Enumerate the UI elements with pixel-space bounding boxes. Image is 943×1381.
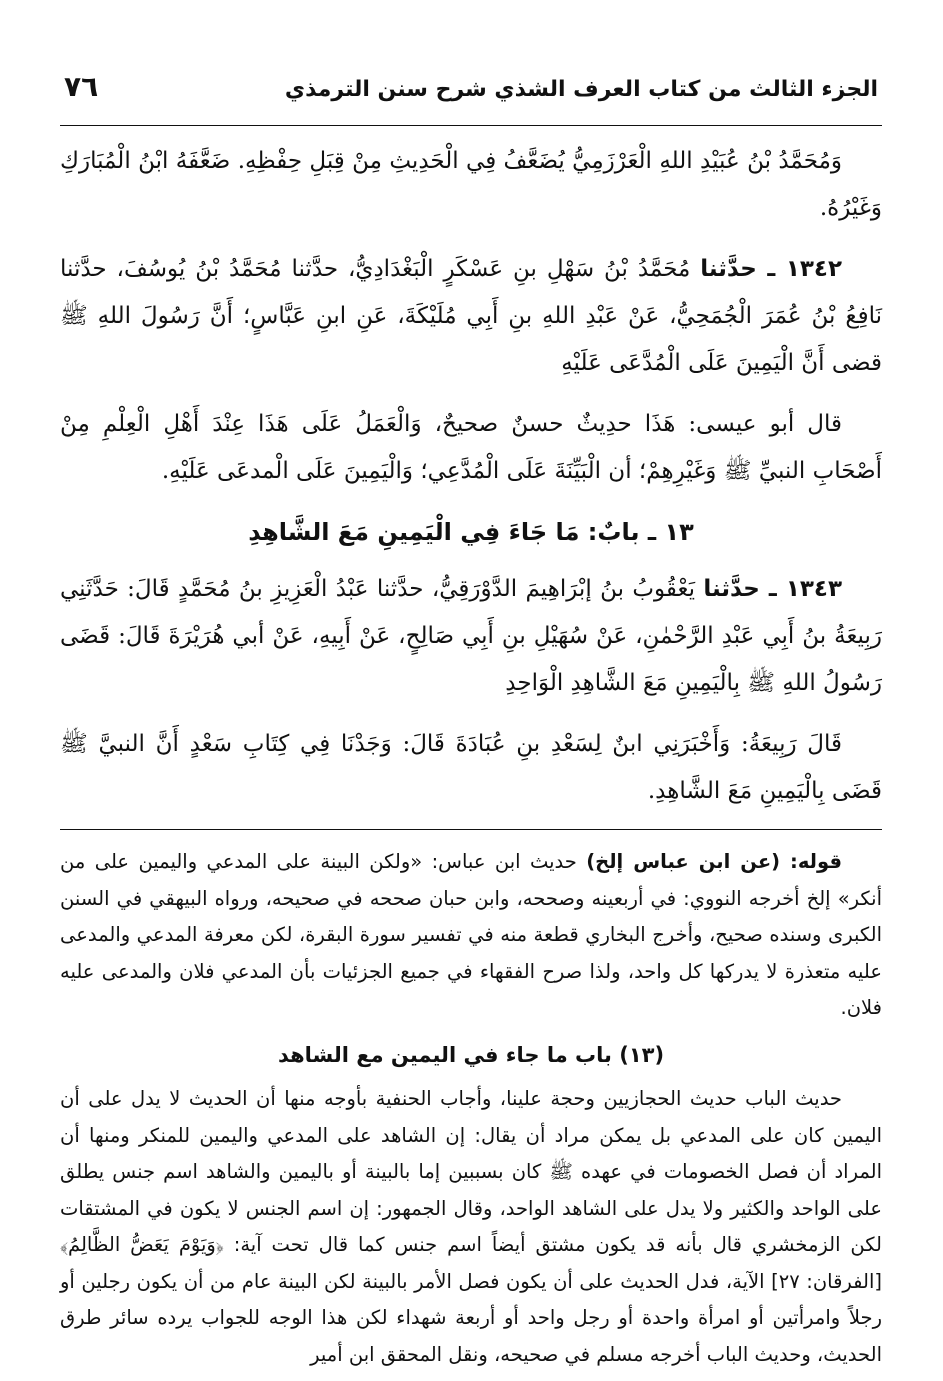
page-number: ٧٦ (64, 70, 99, 103)
hadith-1343 (60, 566, 882, 707)
page-header (60, 70, 882, 126)
footnote-divider (60, 829, 882, 830)
commentary-heading: (١٣) باب ما جاء في اليمين مع الشاهد (277, 1042, 665, 1067)
hadith-1342-number: ١٣٤٢ ـ حدَّثنا (700, 256, 842, 282)
commentary-paragraph-1 (60, 844, 882, 1027)
paragraph-azrami: وَمُحَمَّدُ بْنُ عُبَيْدِ اللهِ الْعَرْزَمِيُّ يُضَعَّفُ فِي الْحَدِيثِ مِنْ قِبَلِ حِفْظِهِ. ضَعَّفَهُ ابْنُ الْمُبَارَكِ وَغَيْرُهُ. (60, 148, 882, 221)
main-text (60, 138, 882, 815)
hadith-1342-text: مُحَمَّدُ بْنُ سَهْلِ بنِ عَسْكَرٍ الْبَغْدَادِيُّ، حدَّثنا مُحَمَّدُ بْنُ يُوسُفَ، حدَّثنا نَافِعُ بْنُ عُمَرَ الْجُمَحِيُّ، عَنْ عَبْدِ اللهِ بنِ أَبِي مُلَيْكَةَ، عَنِ ابنِ عَبَّاسٍ؛ أَنَّ رَسُولَ اللهِ ﷺ قضى أَنَّ الْيَمِينَ عَلَى الْمُدَّعَى عَلَيْهِ (60, 256, 882, 376)
commentary (60, 844, 882, 1373)
commentary-text-1: حديث ابن عباس: «ولكن البينة على المدعي واليمين على من أنكر» إلخ أخرجه النووي: في أربعينه وصححه، وابن حبان صححه في صحيحه، ورواه البيهقي في السنن الكبرى وسنده صحيح، وأخرج البخاري قطعة منه في تفسير سورة البقرة، لكن معرفة المدعي والمدعى عليه متعذرة لا يدركها كل واحد، ولذا صرح الفقهاء في جميع الجزئيات بأن المدعي فلان والمدعى عليه فلان. (60, 850, 882, 1019)
paragraph-abu-isa: قال أبو عيسى: هَذَا حدِيثٌ حسنٌ صحيحٌ، وَالْعَمَلُ عَلَى هَذَا عِنْدَ أَهْلِ الْعِلْمِ مِنْ أَصْحَابِ النبيِّ ﷺ وَغَيْرِهِمْ؛ أن الْبَيِّنَةَ عَلَى الْمُدَّعِي؛ وَالْيَمِينَ عَلَى الْمدعَى عَلَيْهِ. (60, 411, 882, 484)
hadith-1342 (60, 246, 882, 387)
hadith-1343-text: يَعْقُوبُ بنُ إبْرَاهِيمَ الدَّوْرَقِيُّ، حدَّثنا عَبْدُ الْعَزِيزِ بنُ مُحَمَّدٍ قَالَ: حَدَّثَنِي رَبِيعَةُ بنُ أَبِي عَبْدِ الرَّحْمٰنِ، عَنْ سُهَيْلِ بنِ أَبِي صَالِحٍ، عَنْ أَبِيهِ، عَنْ أبي هُرَيْرَةَ قَالَ: قَضَى رَسُولُ اللهِ ﷺ بِالْيَمِينِ مَعَ الشَّاهِدِ الْوَاحِدِ (60, 576, 882, 696)
chapter-13-heading: ١٣ ـ بابٌ: مَا جَاءَ فِي الْيَمِينِ مَعَ الشَّاهِدِ (248, 518, 694, 546)
hadith-1343-number: ١٣٤٣ ـ حدَّثنا (703, 576, 842, 602)
commentary-paragraph-2: حديث الباب حديث الحجازيين وحجة علينا، وأجاب الحنفية بأوجه منها أن الحديث لا يدل على أن اليمين كان على المدعي بل يمكن مراد أن يقال: إن الشاهد على المدعي واليمين للمنكر ومنها أن المراد أن فصل الخصومات في عهده ﷺ كان بسببين إما بالبينة أو باليمين والشاهد اسم جنس يطلق على الواحد والكثير ولا يدل على الشاهد الواحد، وقال الجمهور: إن اسم الجنس لا يكون في المشتقات لكن الزمخشري قال بأنه قد يكون مشتق أيضاً اسم جنس كما قال تحت آية: ﴿وَيَوْمَ يَعَضُّ الظَّالِمُ﴾ [الفرقان: ٢٧] الآية، فدل الحديث على أن يكون فصل الأمر بالبينة لكن البينة عام من أن يكون رجلين أو رجلاً وامرأتين أو امرأة واحدة أو رجل واحد أو أربعة شهداء لكن هذا الوجه للجواب يرده سائر طرق الحديث، وحديث الباب أخرجه مسلم في صحيحه، ونقل المحقق ابن أمير (60, 1087, 882, 1366)
book-page (60, 70, 882, 1373)
commentary-lead: قوله: (عن ابن عباس إلخ) (586, 850, 842, 873)
running-title: الجزء الثالث من كتاب العرف الشذي شرح سنن الترمذي (284, 77, 878, 102)
paragraph-rabia: قَالَ رَبِيعَةُ: وَأَخْبَرَنِي ابنٌ لِسَعْدِ بنِ عُبَادَةَ قَالَ: وَجَدْنَا فِي كِتَابِ سَعْدٍ أَنَّ النبيَّ ﷺ قَضَى بِالْيَمِينِ مَعَ الشَّاهِدِ. (60, 731, 882, 804)
